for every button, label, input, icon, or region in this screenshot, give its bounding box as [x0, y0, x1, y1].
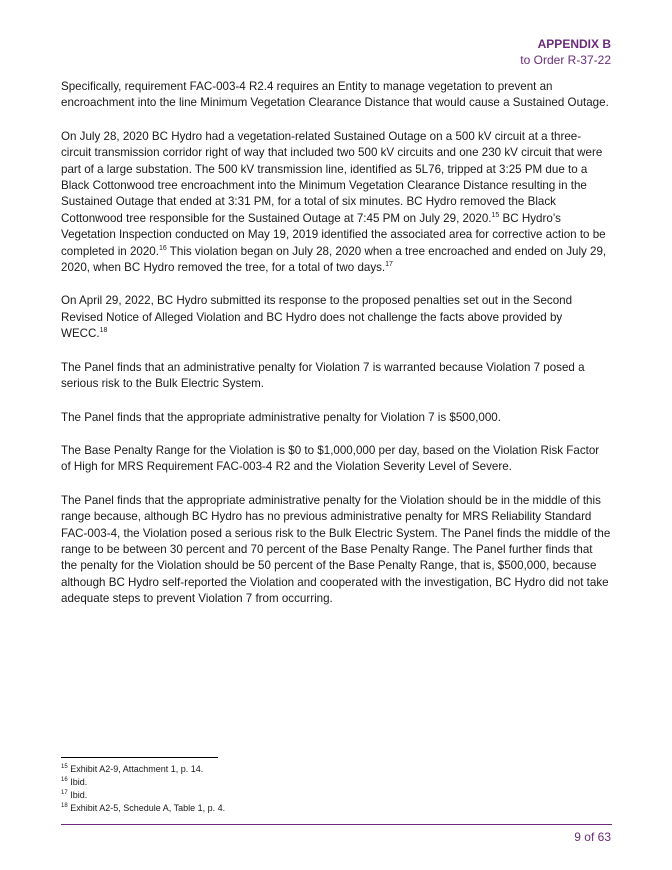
footnote: $^{15}$ Exhibit A2-9, Attachment 1, p. 14.: [61, 764, 204, 774]
order-reference: to Order R-37-22: [520, 53, 611, 67]
paragraph-2: On July 28, 2020 BC Hydro had a vegetation-related Sustained Outage on a 500 kV circuit at a three-circuit transmission corridor right of way that included two 500 kV circuits and one 230 kV circuit that were part of a large substation. The 500 kV transmission line, identified as 5L76, tripped at 3:25 PM due to a Black Cottonwood tree encroachment into the Minimum Vegetation Clearance Distance resulting in the Sustained Outage that ended at 3:31 PM, for a total of six minutes. BC Hydro removed the Black Cottonwood tree responsible for the Sustained Outage at 7:45 PM on July 29, 2020.15 BC Hydro’s Vegetation Inspection conducted on May 19, 2019 identified the associated area for corrective action to be completed in 2020.16 This violation began on July 28, 2020 when a tree encroached and ended on July 29, 2020, when BC Hydro removed the tree, for a total of two days.$^{17}$: [61, 129, 607, 275]
footer-divider: [61, 824, 612, 825]
footnote: $^{16}$ Ibid.: [61, 777, 88, 787]
paragraph-1: Specifically, requirement FAC-003-4 R2.4 requires an Entity to manage vegetation to prevent an encroachment into the line Minimum Vegetation Clearance Distance that would cause a Sustained Outage.: [61, 80, 609, 110]
page-header: [520, 37, 611, 69]
appendix-label: APPENDIX B: [537, 37, 611, 51]
paragraph-4: The Panel finds that an administrative penalty for Violation 7 is warranted because Violation 7 posed a serious risk to the Bulk Electric System.: [61, 360, 585, 391]
footnote-ref-17: 17: [385, 261, 393, 269]
body-text: [61, 79, 611, 625]
paragraph-5: The Panel finds that the appropriate administrative penalty for Violation 7 is $500,000.: [61, 410, 501, 424]
footnote: $^{18}$ Exhibit A2-5, Schedule A, Table 1, p. 4.: [61, 803, 226, 813]
footnote: $^{17}$ Ibid.: [61, 790, 88, 800]
paragraph-3: On April 29, 2022, BC Hydro submitted its response to the proposed penalties set out in the Second Revised Notice of Alleged Violation and BC Hydro does not challenge the facts above provided by WECC.$^{18}$: [61, 294, 573, 341]
footnote-ref-15: 15: [491, 211, 500, 219]
footnotes: [61, 763, 225, 815]
page-number: 9 of 63: [574, 830, 611, 844]
paragraph-6: The Base Penalty Range for the Violation is $0 to $1,000,000 per day, based on the Violation Risk Factor of High for MRS Requirement FAC-003-4 R2 and the Violation Severity Level of Severe.: [61, 443, 600, 474]
footnote-ref-16: 16: [158, 244, 167, 252]
paragraph-7: The Panel finds that the appropriate administrative penalty for the Violation should be in the middle of this range because, although BC Hydro has no previous administrative penalty for MRS Reliability Standard FAC-003-4, the Violation posed a serious risk to the Bulk Electric System. The Panel finds the middle of the range to be between 30 percent and 70 percent of the Base Penalty Range. The Panel further finds that the penalty for the Violation should be 50 percent of the Base Penalty Range, that is, $500,000, because although BC Hydro self-reported the Violation and cooperated with the investigation, BC Hydro did not take adequate steps to prevent Violation 7 from occurring.: [61, 493, 611, 606]
footnote-separator: [61, 757, 218, 758]
footnote-ref-18: 18: [99, 327, 108, 335]
